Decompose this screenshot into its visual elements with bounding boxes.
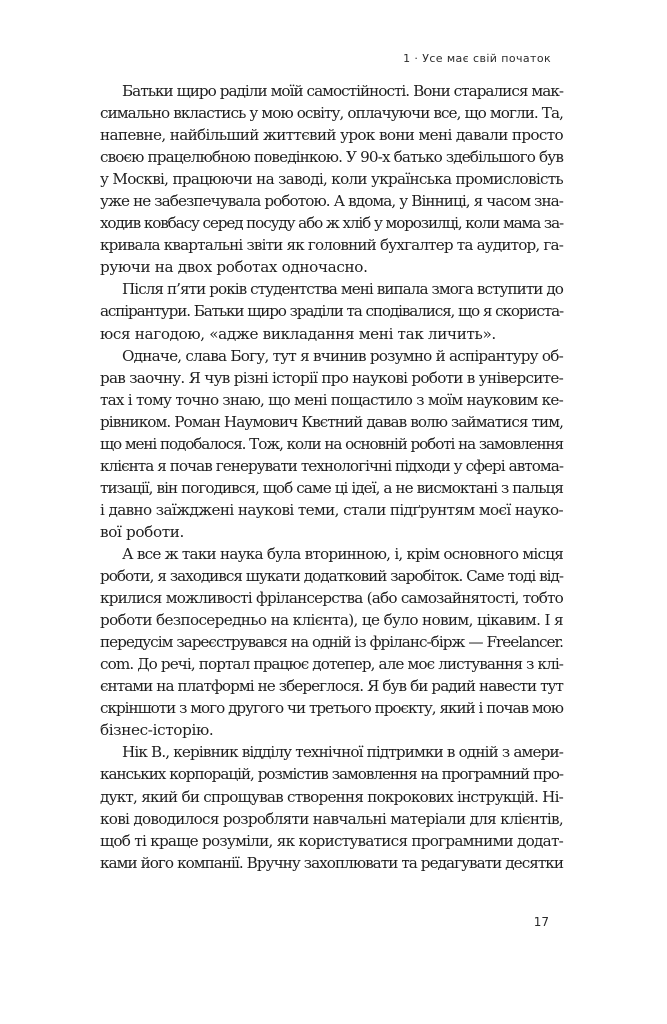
text-line: роботи безпосередньо на клієнта), це було новим, цікавим. І я (100, 611, 563, 630)
text-line: com. До речі, портал працює дотепер, але моє листування з клі- (100, 655, 563, 674)
text-line: Після п’яти років студентства мені випала змога вступити до (122, 280, 563, 299)
running-head: 1 · Усе має свій початок (403, 52, 551, 65)
text-line: кривала квартальні звіти як головний бухгалтер та аудитор, га- (100, 236, 563, 255)
text-line: у Москві, працюючи на заводі, коли українська промисловість (100, 170, 563, 189)
text-line: тизації, він погодився, щоб саме ці ідеї, а не висмоктані з пальця (100, 478, 563, 497)
text-line: юся нагодою, «адже викладання мені так личить». (100, 324, 496, 343)
text-line: уже не забезпечувала роботою. А вдома, у Вінниці, я часом зна- (100, 192, 563, 211)
text-line: канських корпорацій, розмістив замовлення на програмний про- (100, 765, 563, 784)
text-line: А все ж таки наука була вторинною, і, крім основного місця (122, 544, 563, 563)
text-line: руючи на двох роботах одночасно. (100, 258, 368, 277)
text-line: Одначе, слава Богу, тут я вчинив розумно й аспірантуру об- (122, 346, 563, 365)
text-line: і давно заїжджені наукові теми, стали підґрунтям моєї науко- (100, 500, 563, 519)
text-line: тах і тому точно знаю, що мені пощастило з моїм науковим ке- (100, 390, 563, 409)
text-line: симально вкластись у мою освіту, оплачуючи все, що могли. Та, (100, 104, 563, 123)
body-text (100, 80, 563, 874)
text-line: передусім зареєструвався на одній із фріланс-бірж — Freelancer. (100, 633, 563, 652)
text-line: бізнес-історію. (100, 721, 214, 740)
text-line: дукт, який би спрощував створення покрокових інструкцій. Ні- (100, 787, 563, 806)
page-number: 17 (533, 915, 549, 929)
text-line: Нік В., керівник відділу технічної підтримки в одній з амери- (122, 743, 563, 762)
text-line: щоб ті краще розуміли, як користуватися програмними додат- (100, 831, 563, 850)
text-line: ками його компанії. Вручну захоплювати та редагувати десятки (100, 853, 563, 872)
text-line: аспірантури. Батьки щиро зраділи та сподівалися, що я скориста- (100, 302, 563, 321)
text-line: крилися можливості фрілансерства (або самозайнятості, тобто (100, 589, 563, 608)
text-line: кові доводилося розробляти навчальні матеріали для клієнтів, (100, 809, 563, 828)
text-line: єнтами на платформі не збереглося. Я був би радий навести тут (100, 677, 563, 696)
text-line: роботи, я заходився шукати додатковий заробіток. Саме тоді від- (100, 567, 563, 586)
text-line: скріншоти з мого другого чи третього проєкту, який і почав мою (100, 699, 563, 718)
text-line: рав заочну. Я чув різні історії про наукові роботи в університе- (100, 368, 563, 387)
text-line: рівником. Роман Наумович Квєтний давав волю займатися тим, (100, 412, 563, 431)
text-line: клієнта я почав генерувати технологічні підходи у сфері автома- (100, 456, 563, 475)
text-line: ходив ковбасу серед посуду або ж хліб у морозилці, коли мама за- (100, 214, 563, 233)
text-line: Батьки щиро раділи моїй самостійності. Вони старалися мак- (122, 82, 563, 100)
text-line: напевне, найбільший життєвий урок вони мені давали просто (100, 126, 563, 145)
text-line: своєю працелюбною поведінкою. У 90-х батько здебільшого був (100, 148, 563, 167)
text-line: що мені подобалося. Тож, коли на основній роботі на замовлення (100, 434, 563, 453)
text-line: вої роботи. (100, 522, 185, 541)
